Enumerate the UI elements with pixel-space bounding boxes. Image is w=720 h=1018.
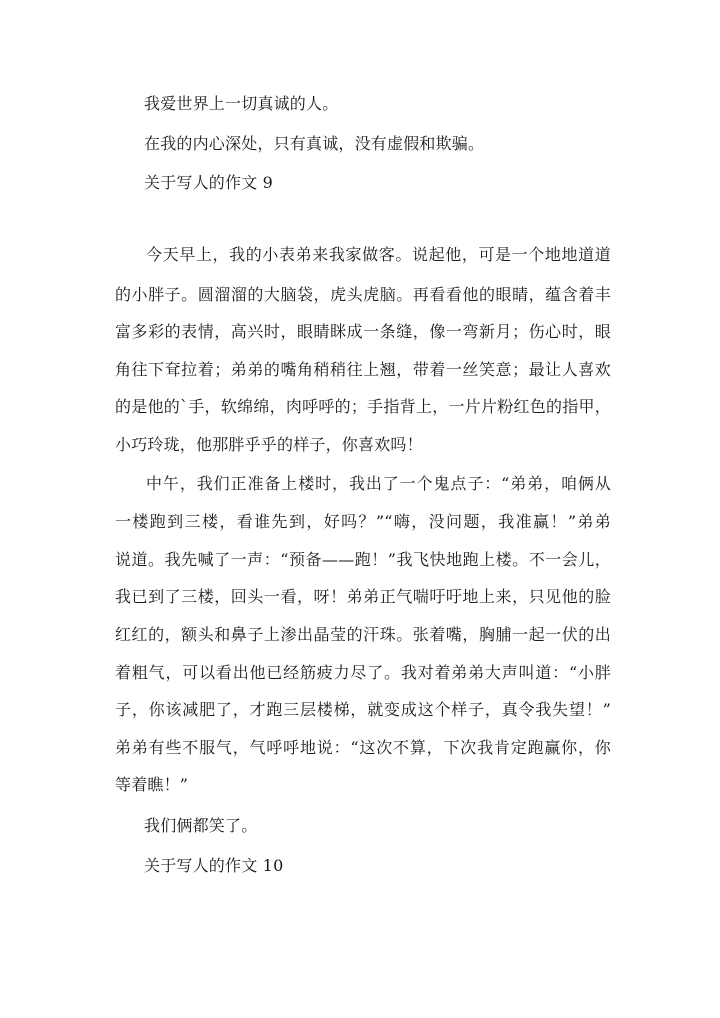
paragraph-line: 红红的，额头和鼻子上渗出晶莹的汗珠。张着嘴，胸脯一起一伏的出 [115,625,611,644]
paragraph-line: 等着瞧！” [115,775,189,794]
section-heading: 关于写人的作文 10 [144,856,284,875]
paragraph-line: 今天早上，我的小表弟来我家做客。说起他，可是一个地地道道 [146,245,611,264]
paragraph-line: 小巧玲珑，他那胖乎乎的样子，你喜欢吗！ [115,435,423,454]
paragraph-line: 我已到了三楼，回头一看，呀！弟弟正气喘吁吁地上来，只见他的脸 [115,587,611,606]
section-heading: 关于写人的作文 9 [144,173,274,192]
paragraph-line: 角往下耷拉着；弟弟的嘴角稍稍往上翘，带着一丝笑意；最让人喜欢 [115,360,611,379]
paragraph-line: 的是他的`手，软绵绵，肉呼呼的；手指背上，一片片粉红色的指甲， [115,397,611,416]
text-line: 在我的内心深处，只有真诚，没有虚假和欺骗。 [144,134,485,153]
text-line: 我爱世界上一切真诚的人。 [144,94,339,113]
paragraph-line: 子，你该减肥了，才跑三层楼梯，就变成这个样子，真令我失望！” [115,700,611,719]
paragraph-line: 的小胖子。圆溜溜的大脑袋，虎头虎脑。再看看他的眼睛，蕴含着丰 [115,285,611,304]
paragraph-line: 中午，我们正准备上楼时，我出了一个鬼点子：“弟弟，咱俩从 [146,474,611,493]
paragraph-line: 说道。我先喊了一声：“预备——跑！”我飞快地跑上楼。不一会儿， [115,550,611,569]
closing-line: 我们俩都笑了。 [144,816,258,835]
paragraph-line: 一楼跑到三楼，看谁先到，好吗？”“嗨，没问题，我准赢！”弟弟 [115,512,611,531]
paragraph-line: 弟弟有些不服气，气呼呼地说：“这次不算，下次我肯定跑赢你，你 [115,738,611,757]
paragraph-line: 着粗气，可以看出他已经筋疲力尽了。我对着弟弟大声叫道：“小胖 [115,663,611,682]
paragraph-line: 富多彩的表情，高兴时，眼睛眯成一条缝，像一弯新月；伤心时，眼 [115,322,611,341]
